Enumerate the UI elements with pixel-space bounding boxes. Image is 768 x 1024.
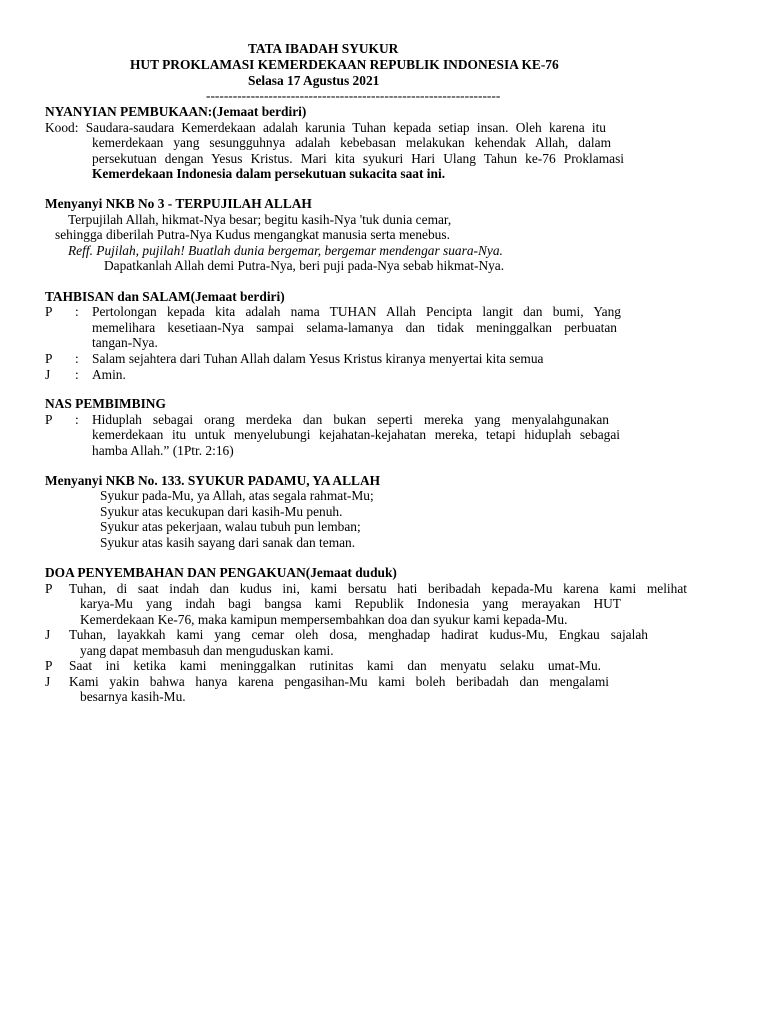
- prayer-line: besarnya kasih-Mu.: [80, 689, 186, 704]
- song-line: Syukur atas kecukupan dari kasih-Mu penuh.: [100, 504, 343, 519]
- role-label: J: [45, 674, 51, 689]
- section-heading-nkb-133: Menyanyi NKB No. 133. SYUKUR PADAMU, YA ALLAH: [45, 473, 381, 488]
- prayer-line: karya-Mu yang indah bagi bangsa kami Republik Indonesia yang merayakan HUT: [80, 596, 621, 611]
- role-label: P: [45, 304, 53, 319]
- kood-line: kemerdekaan yang sesungguhnya adalah kebebasan melakukan kehendak Allah, dalam: [92, 135, 611, 150]
- song-line: sehingga diberilah Putra-Nya Kudus mengangkat manusia serta menebus.: [55, 227, 450, 242]
- kood-line: Kemerdekaan Indonesia dalam persekutuan sukacita saat ini.: [92, 166, 446, 181]
- scripture-line: kemerdekaan itu untuk menyelubungi kejahatan-kejahatan mereka, tetapi hiduplah sebagai: [92, 427, 620, 442]
- liturgy-line: Salam sejahtera dari Tuhan Allah dalam Yesus Kristus kiranya menyertai kita semua: [92, 351, 544, 366]
- section-heading-nyanyian-pembukaan: NYANYIAN PEMBUKAAN:(Jemaat berdiri): [45, 104, 307, 119]
- kood-line: persekutuan dengan Yesus Kristus. Mari kita syukuri Hari Ulang Tahun ke-76 Proklamasi: [92, 151, 624, 166]
- role-colon: :: [75, 412, 79, 427]
- header-divider: ------------------------------------------------------------------: [206, 88, 501, 103]
- kood-line: Kood: Saudara-saudara Kemerdekaan adalah karunia Tuhan kepada setiap insan. Oleh karena itu: [45, 120, 606, 135]
- song-line: Terpujilah Allah, hikmat-Nya besar; begitu kasih-Nya 'tuk dunia cemar,: [68, 212, 452, 227]
- document-title: TATA IBADAH SYUKUR: [248, 41, 399, 56]
- song-line: Syukur atas kasih sayang dari sanak dan teman.: [100, 535, 356, 550]
- song-line: Syukur atas pekerjaan, walau tubuh pun lemban;: [100, 519, 361, 534]
- prayer-line: Tuhan, layakkah kami yang cemar oleh dosa, menghadap hadirat kudus-Mu, Engkau sajalah: [69, 627, 648, 642]
- section-heading-nas-pembimbing: NAS PEMBIMBING: [45, 396, 166, 411]
- liturgy-line: Amin.: [92, 367, 126, 382]
- document-date: Selasa 17 Agustus 2021: [248, 73, 380, 88]
- song-line: Dapatkanlah Allah demi Putra-Nya, beri puji pada-Nya sebab hikmat-Nya.: [104, 258, 505, 273]
- role-label: P: [45, 581, 53, 596]
- section-heading-doa: DOA PENYEMBAHAN DAN PENGAKUAN(Jemaat duduk): [45, 565, 397, 580]
- liturgy-line: Pertolongan kepada kita adalah nama TUHAN Allah Pencipta langit dan bumi, Yang: [92, 304, 621, 319]
- role-colon: :: [75, 304, 79, 319]
- liturgy-line: tangan-Nya.: [92, 335, 158, 350]
- prayer-line: yang dapat membasuh dan menguduskan kami.: [80, 643, 334, 658]
- role-label: P: [45, 658, 53, 673]
- role-label: P: [45, 412, 53, 427]
- song-line: Syukur pada-Mu, ya Allah, atas segala rahmat-Mu;: [100, 488, 374, 503]
- prayer-line: Tuhan, di saat indah dan kudus ini, kami bersatu hati beribadah kepada-Mu karena kami melihat: [69, 581, 687, 596]
- role-label: J: [45, 627, 51, 642]
- scripture-line: hamba Allah.” (1Ptr. 2:16): [92, 443, 234, 458]
- section-heading-tahbisan: TAHBISAN dan SALAM(Jemaat berdiri): [45, 289, 285, 304]
- role-label: P: [45, 351, 53, 366]
- role-label: J: [45, 367, 51, 382]
- role-colon: :: [75, 367, 79, 382]
- role-colon: :: [75, 351, 79, 366]
- prayer-line: Kami yakin bahwa hanya karena pengasihan-Mu kami boleh beribadah dan mengalami: [69, 674, 609, 689]
- prayer-line: Saat ini ketika kami meninggalkan rutinitas kami dan menyatu selaku umat-Mu.: [69, 658, 601, 673]
- document-subtitle: HUT PROKLAMASI KEMERDEKAAN REPUBLIK INDONESIA KE-76: [130, 57, 559, 72]
- prayer-line: Kemerdekaan Ke-76, maka kamipun mempersembahkan doa dan syukur kami kepada-Mu.: [80, 612, 568, 627]
- liturgy-line: memelihara kesetiaan-Nya sampai selama-lamanya dan tidak meninggalkan perbuatan: [92, 320, 617, 335]
- song-refrain-line: Reff. Pujilah, pujilah! Buatlah dunia bergemar, bergemar mendengar suara-Nya.: [68, 243, 503, 258]
- section-heading-nkb-3: Menyanyi NKB No 3 - TERPUJILAH ALLAH: [45, 196, 312, 211]
- scripture-line: Hiduplah sebagai orang merdeka dan bukan seperti mereka yang menyalahgunakan: [92, 412, 609, 427]
